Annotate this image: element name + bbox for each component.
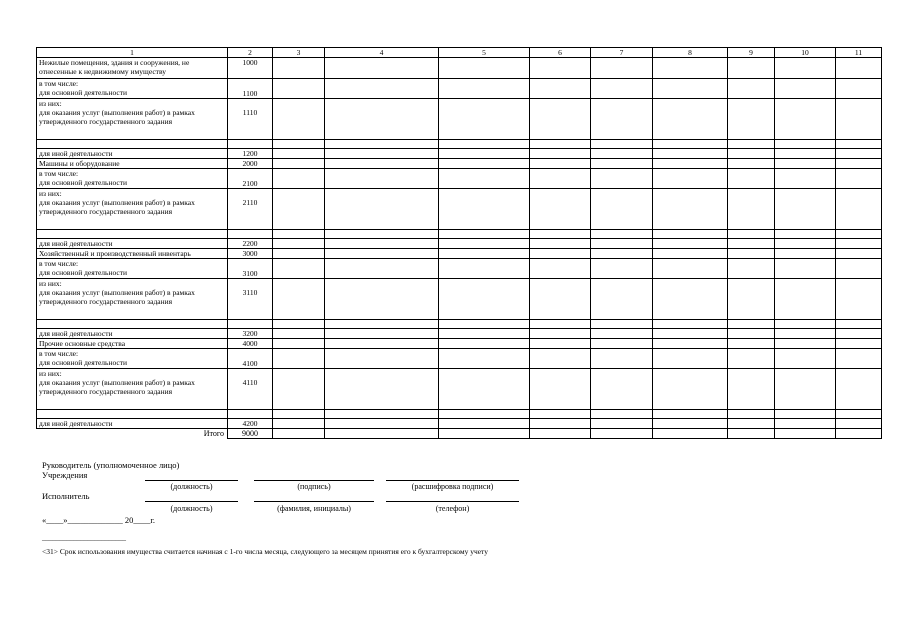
value-cell[interactable] <box>273 369 325 410</box>
head-signature-caption: (подпись) <box>297 482 331 491</box>
date-line: «____»_____________ 20____г. <box>42 515 156 525</box>
value-cell[interactable] <box>653 339 728 349</box>
value-cell[interactable] <box>439 419 530 429</box>
value-cell[interactable] <box>591 259 653 279</box>
value-cell[interactable] <box>530 58 591 79</box>
table-row <box>37 419 882 429</box>
row-name-cell <box>37 140 228 149</box>
value-cell[interactable] <box>439 79 530 99</box>
value-cell[interactable] <box>439 279 530 320</box>
value-cell[interactable] <box>836 320 882 329</box>
value-cell[interactable] <box>775 169 836 189</box>
row-name-cell: в том числе: для основной деятельности <box>37 169 228 189</box>
value-cell[interactable] <box>530 79 591 99</box>
institution-label: Учреждения <box>42 470 88 480</box>
header-cell: 2 <box>228 48 273 58</box>
value-cell[interactable] <box>273 149 325 159</box>
value-cell[interactable] <box>439 339 530 349</box>
table-row-empty <box>37 410 882 419</box>
table-row <box>37 369 882 410</box>
header-cell: 1 <box>37 48 228 58</box>
row-code-cell: 3100 <box>228 259 273 279</box>
table-row <box>37 249 882 259</box>
value-cell[interactable] <box>530 339 591 349</box>
value-cell[interactable] <box>439 349 530 369</box>
value-cell[interactable] <box>439 259 530 279</box>
row-name-cell: в том числе: для основной деятельности <box>37 259 228 279</box>
row-code-cell: 4100 <box>228 349 273 369</box>
value-cell[interactable] <box>591 249 653 259</box>
row-code-cell: 2000 <box>228 159 273 169</box>
value-cell[interactable] <box>325 339 439 349</box>
value-cell[interactable] <box>653 159 728 169</box>
table-row <box>37 239 882 249</box>
value-cell[interactable] <box>439 329 530 339</box>
value-cell[interactable] <box>325 189 439 230</box>
table-row <box>37 99 882 140</box>
value-cell[interactable] <box>591 329 653 339</box>
value-cell[interactable] <box>273 169 325 189</box>
value-cell[interactable] <box>775 349 836 369</box>
row-code-cell: 4110 <box>228 369 273 410</box>
value-cell[interactable] <box>836 349 882 369</box>
value-cell[interactable] <box>775 149 836 159</box>
value-cell[interactable] <box>530 99 591 140</box>
value-cell[interactable] <box>775 339 836 349</box>
value-cell[interactable] <box>325 169 439 189</box>
executor-name-caption: (фамилия, инициалы) <box>277 504 351 513</box>
value-cell[interactable] <box>325 159 439 169</box>
row-name-cell: из них: для оказания услуг (выполнения работ) в рамках утвержденного государственного задания <box>37 189 228 230</box>
total-value-cell[interactable] <box>728 429 775 439</box>
value-cell[interactable] <box>836 239 882 249</box>
value-cell[interactable] <box>775 230 836 239</box>
row-name-cell: в том числе: для основной деятельности <box>37 349 228 369</box>
value-cell[interactable] <box>439 140 530 149</box>
row-name-cell: Машины и оборудование <box>37 159 228 169</box>
value-cell[interactable] <box>728 410 775 419</box>
value-cell[interactable] <box>325 369 439 410</box>
total-value-cell[interactable] <box>653 429 728 439</box>
value-cell[interactable] <box>273 58 325 79</box>
value-cell[interactable] <box>530 169 591 189</box>
value-cell[interactable] <box>728 149 775 159</box>
value-cell[interactable] <box>591 279 653 320</box>
fixed-assets-table <box>36 47 882 439</box>
value-cell[interactable] <box>836 169 882 189</box>
value-cell[interactable] <box>836 410 882 419</box>
value-cell[interactable] <box>325 419 439 429</box>
table-row <box>37 159 882 169</box>
value-cell[interactable] <box>836 369 882 410</box>
table-row-empty <box>37 230 882 239</box>
head-decoding-caption: (расшифровка подписи) <box>411 482 494 491</box>
value-cell[interactable] <box>653 419 728 429</box>
value-cell[interactable] <box>439 99 530 140</box>
value-cell[interactable] <box>775 79 836 99</box>
table-row <box>37 349 882 369</box>
row-name-cell: Хозяйственный и производственный инвентарь <box>37 249 228 259</box>
row-code-cell: 4200 <box>228 419 273 429</box>
head-position-line <box>145 480 238 481</box>
table-row-empty <box>37 320 882 329</box>
value-cell[interactable] <box>653 58 728 79</box>
value-cell[interactable] <box>591 410 653 419</box>
value-cell[interactable] <box>775 58 836 79</box>
value-cell[interactable] <box>775 259 836 279</box>
value-cell[interactable] <box>728 249 775 259</box>
table-row <box>37 329 882 339</box>
row-name-cell <box>37 320 228 329</box>
value-cell[interactable] <box>728 259 775 279</box>
value-cell[interactable] <box>530 349 591 369</box>
value-cell[interactable] <box>775 159 836 169</box>
value-cell[interactable] <box>439 230 530 239</box>
table-row <box>37 149 882 159</box>
row-code-cell: 1200 <box>228 149 273 159</box>
value-cell[interactable] <box>530 140 591 149</box>
table-row <box>37 79 882 99</box>
value-cell[interactable] <box>439 159 530 169</box>
value-cell[interactable] <box>273 239 325 249</box>
value-cell[interactable] <box>325 320 439 329</box>
value-cell[interactable] <box>775 279 836 320</box>
value-cell[interactable] <box>728 189 775 230</box>
value-cell[interactable] <box>775 369 836 410</box>
value-cell[interactable] <box>530 320 591 329</box>
value-cell[interactable] <box>653 169 728 189</box>
row-name-cell: в том числе: для основной деятельности <box>37 79 228 99</box>
value-cell[interactable] <box>273 230 325 239</box>
value-cell[interactable] <box>836 140 882 149</box>
value-cell[interactable] <box>653 230 728 239</box>
row-code-cell <box>228 140 273 149</box>
header-cell: 7 <box>591 48 653 58</box>
head-label: Руководитель (уполномоченное лицо) <box>42 460 180 470</box>
row-code-cell: 1110 <box>228 99 273 140</box>
row-code-cell <box>228 230 273 239</box>
value-cell[interactable] <box>273 189 325 230</box>
table-row <box>37 259 882 279</box>
total-code-cell: 9000 <box>228 429 273 439</box>
value-cell[interactable] <box>325 259 439 279</box>
row-code-cell <box>228 320 273 329</box>
total-value-cell[interactable] <box>775 429 836 439</box>
value-cell[interactable] <box>836 99 882 140</box>
value-cell[interactable] <box>273 279 325 320</box>
value-cell[interactable] <box>653 349 728 369</box>
value-cell[interactable] <box>591 339 653 349</box>
header-cell: 6 <box>530 48 591 58</box>
value-cell[interactable] <box>653 99 728 140</box>
value-cell[interactable] <box>273 339 325 349</box>
value-cell[interactable] <box>439 410 530 419</box>
value-cell[interactable] <box>439 189 530 230</box>
value-cell[interactable] <box>530 329 591 339</box>
executor-label: Исполнитель <box>42 491 90 501</box>
value-cell[interactable] <box>439 369 530 410</box>
value-cell[interactable] <box>775 239 836 249</box>
total-row <box>37 429 882 439</box>
value-cell[interactable] <box>653 320 728 329</box>
value-cell[interactable] <box>273 79 325 99</box>
value-cell[interactable] <box>530 159 591 169</box>
value-cell[interactable] <box>653 239 728 249</box>
row-name-cell: из них: для оказания услуг (выполнения работ) в рамках утвержденного государственного задания <box>37 279 228 320</box>
row-name-cell <box>37 410 228 419</box>
row-code-cell: 2110 <box>228 189 273 230</box>
value-cell[interactable] <box>653 329 728 339</box>
value-cell[interactable] <box>728 169 775 189</box>
value-cell[interactable] <box>591 159 653 169</box>
value-cell[interactable] <box>775 249 836 259</box>
value-cell[interactable] <box>325 79 439 99</box>
row-code-cell: 3110 <box>228 279 273 320</box>
value-cell[interactable] <box>775 419 836 429</box>
executor-name-line <box>254 501 374 502</box>
value-cell[interactable] <box>530 149 591 159</box>
value-cell[interactable] <box>439 239 530 249</box>
row-code-cell <box>228 410 273 419</box>
value-cell[interactable] <box>728 140 775 149</box>
row-name-cell: из них: для оказания услуг (выполнения работ) в рамках утвержденного государственного задания <box>37 99 228 140</box>
value-cell[interactable] <box>836 189 882 230</box>
value-cell[interactable] <box>728 419 775 429</box>
value-cell[interactable] <box>273 249 325 259</box>
value-cell[interactable] <box>728 230 775 239</box>
header-cell: 3 <box>273 48 325 58</box>
value-cell[interactable] <box>530 239 591 249</box>
header-cell: 10 <box>775 48 836 58</box>
executor-position-line <box>145 501 238 502</box>
row-code-cell: 1100 <box>228 79 273 99</box>
value-cell[interactable] <box>836 259 882 279</box>
value-cell[interactable] <box>728 279 775 320</box>
row-code-cell: 2200 <box>228 239 273 249</box>
value-cell[interactable] <box>836 159 882 169</box>
total-label: Итого <box>203 429 224 438</box>
value-cell[interactable] <box>653 79 728 99</box>
value-cell[interactable] <box>591 349 653 369</box>
value-cell[interactable] <box>775 329 836 339</box>
executor-phone-line <box>386 501 519 502</box>
footnote-separator: ________________________ <box>42 534 126 542</box>
value-cell[interactable] <box>836 339 882 349</box>
value-cell[interactable] <box>325 140 439 149</box>
value-cell[interactable] <box>591 149 653 159</box>
header-cell: 9 <box>728 48 775 58</box>
value-cell[interactable] <box>273 329 325 339</box>
value-cell[interactable] <box>273 259 325 279</box>
value-cell[interactable] <box>591 79 653 99</box>
value-cell[interactable] <box>728 79 775 99</box>
total-value-cell[interactable] <box>591 429 653 439</box>
value-cell[interactable] <box>273 349 325 369</box>
value-cell[interactable] <box>591 169 653 189</box>
value-cell[interactable] <box>591 58 653 79</box>
value-cell[interactable] <box>836 79 882 99</box>
row-name-cell: для иной деятельности <box>37 149 228 159</box>
total-value-cell[interactable] <box>530 429 591 439</box>
row-name-cell: из них: для оказания услуг (выполнения работ) в рамках утвержденного государственного задания <box>37 369 228 410</box>
total-value-cell[interactable] <box>273 429 325 439</box>
total-value-cell[interactable] <box>439 429 530 439</box>
value-cell[interactable] <box>591 369 653 410</box>
value-cell[interactable] <box>591 230 653 239</box>
value-cell[interactable] <box>653 140 728 149</box>
value-cell[interactable] <box>530 230 591 239</box>
value-cell[interactable] <box>591 189 653 230</box>
row-code-cell: 3000 <box>228 249 273 259</box>
value-cell[interactable] <box>273 419 325 429</box>
value-cell[interactable] <box>273 320 325 329</box>
value-cell[interactable] <box>273 159 325 169</box>
executor-phone-caption: (телефон) <box>435 504 470 513</box>
table-row <box>37 339 882 349</box>
value-cell[interactable] <box>775 410 836 419</box>
value-cell[interactable] <box>836 149 882 159</box>
value-cell[interactable] <box>836 329 882 339</box>
header-cell: 8 <box>653 48 728 58</box>
value-cell[interactable] <box>653 189 728 230</box>
value-cell[interactable] <box>530 410 591 419</box>
total-value-cell[interactable] <box>836 429 882 439</box>
value-cell[interactable] <box>325 149 439 159</box>
value-cell[interactable] <box>728 58 775 79</box>
value-cell[interactable] <box>530 249 591 259</box>
value-cell[interactable] <box>325 230 439 239</box>
head-position-caption: (должность) <box>170 482 213 491</box>
value-cell[interactable] <box>591 320 653 329</box>
value-cell[interactable] <box>530 259 591 279</box>
value-cell[interactable] <box>653 410 728 419</box>
value-cell[interactable] <box>273 140 325 149</box>
row-name-cell <box>37 230 228 239</box>
value-cell[interactable] <box>325 349 439 369</box>
value-cell[interactable] <box>439 169 530 189</box>
value-cell[interactable] <box>325 249 439 259</box>
row-name-cell: для иной деятельности <box>37 419 228 429</box>
footnote-text: <31> Срок использования имущества считается начиная с 1-го числа месяца, следующего за месяцем принятия его к бухгалтерскому учету <box>42 547 488 556</box>
value-cell[interactable] <box>653 259 728 279</box>
value-cell[interactable] <box>653 249 728 259</box>
value-cell[interactable] <box>653 279 728 320</box>
value-cell[interactable] <box>325 329 439 339</box>
table-row <box>37 189 882 230</box>
table-row <box>37 58 882 79</box>
value-cell[interactable] <box>325 239 439 249</box>
table-header-row <box>37 48 882 58</box>
table-row-empty <box>37 140 882 149</box>
value-cell[interactable] <box>836 249 882 259</box>
value-cell[interactable] <box>439 58 530 79</box>
value-cell[interactable] <box>728 329 775 339</box>
value-cell[interactable] <box>273 99 325 140</box>
total-value-cell[interactable] <box>325 429 439 439</box>
value-cell[interactable] <box>325 279 439 320</box>
value-cell[interactable] <box>728 239 775 249</box>
value-cell[interactable] <box>439 149 530 159</box>
value-cell[interactable] <box>530 189 591 230</box>
value-cell[interactable] <box>325 58 439 79</box>
executor-position-caption: (должность) <box>170 504 213 513</box>
value-cell[interactable] <box>591 419 653 429</box>
row-code-cell: 4000 <box>228 339 273 349</box>
value-cell[interactable] <box>653 369 728 410</box>
value-cell[interactable] <box>591 140 653 149</box>
value-cell[interactable] <box>775 140 836 149</box>
row-code-cell: 1000 <box>228 58 273 79</box>
value-cell[interactable] <box>728 349 775 369</box>
value-cell[interactable] <box>439 249 530 259</box>
value-cell[interactable] <box>530 279 591 320</box>
value-cell[interactable] <box>325 99 439 140</box>
value-cell[interactable] <box>728 369 775 410</box>
value-cell[interactable] <box>728 99 775 140</box>
row-code-cell: 3200 <box>228 329 273 339</box>
value-cell[interactable] <box>836 58 882 79</box>
value-cell[interactable] <box>653 149 728 159</box>
table-row <box>37 279 882 320</box>
value-cell[interactable] <box>728 339 775 349</box>
row-name-cell: Нежилые помещения, здания и сооружения, не отнесенные к недвижимому имуществу <box>37 58 228 79</box>
value-cell[interactable] <box>775 189 836 230</box>
row-name-cell: Прочие основные средства <box>37 339 228 349</box>
value-cell[interactable] <box>325 410 439 419</box>
value-cell[interactable] <box>836 230 882 239</box>
table-row <box>37 169 882 189</box>
header-cell: 4 <box>325 48 439 58</box>
value-cell[interactable] <box>530 369 591 410</box>
row-code-cell: 2100 <box>228 169 273 189</box>
value-cell[interactable] <box>591 99 653 140</box>
value-cell[interactable] <box>836 279 882 320</box>
value-cell[interactable] <box>775 320 836 329</box>
value-cell[interactable] <box>728 159 775 169</box>
value-cell[interactable] <box>530 419 591 429</box>
header-cell: 5 <box>439 48 530 58</box>
value-cell[interactable] <box>439 320 530 329</box>
head-decoding-line <box>386 480 519 481</box>
value-cell[interactable] <box>273 410 325 419</box>
row-name-cell: для иной деятельности <box>37 239 228 249</box>
head-signature-line <box>254 480 374 481</box>
value-cell[interactable] <box>836 419 882 429</box>
header-cell: 11 <box>836 48 882 58</box>
value-cell[interactable] <box>728 320 775 329</box>
value-cell[interactable] <box>591 239 653 249</box>
value-cell[interactable] <box>775 99 836 140</box>
row-name-cell: для иной деятельности <box>37 329 228 339</box>
